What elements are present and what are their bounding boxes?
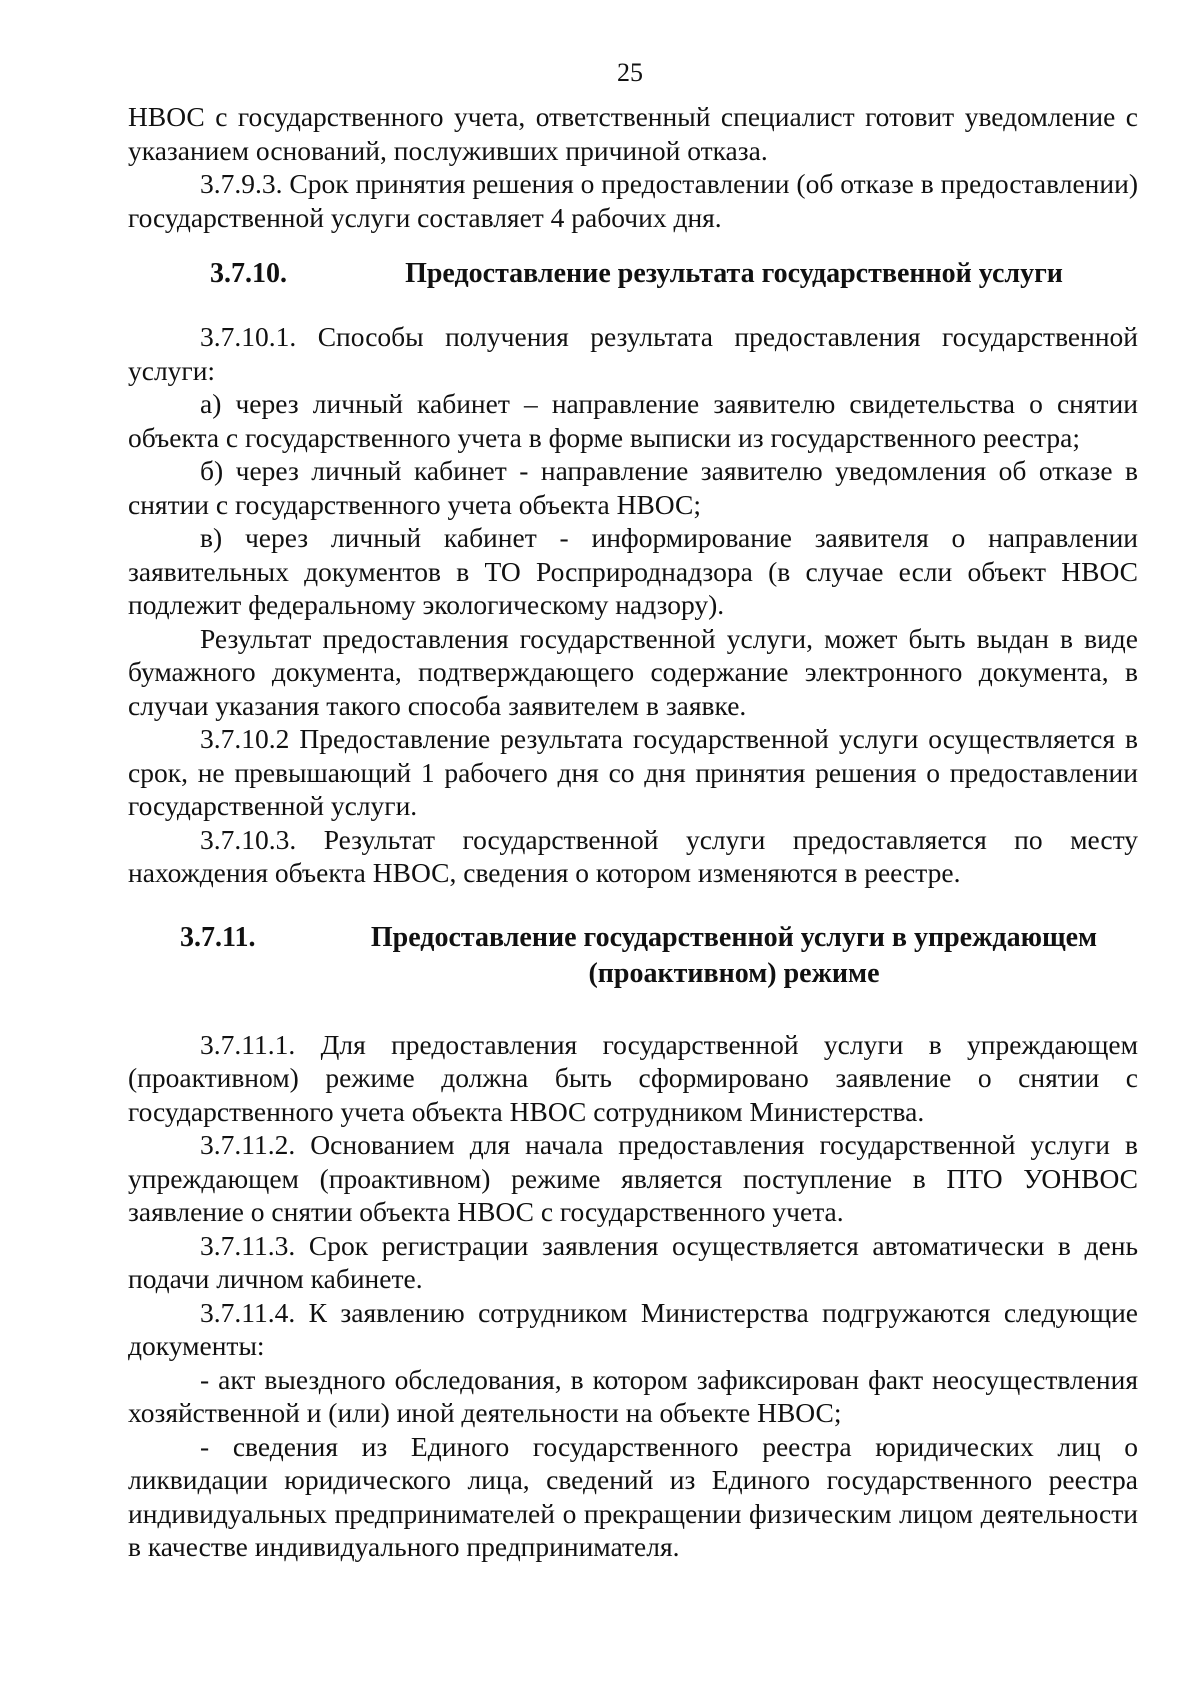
section-number: 3.7.11. [180,921,256,953]
paragraph: 3.7.10.1. Способы получения результата предоставления государственной услуги: [128,321,1138,386]
section-number: 3.7.10. [210,258,287,289]
list-item: а) через личный кабинет – направление заявителю свидетельства о снятии объекта с государственного учета в форме выписки из государственного реестра; [128,388,1138,453]
paragraph: Результат предоставления государственной услуги, может быть выдан в виде бумажного документа, подтверждающего содержание электронного документа, в случаи указания такого способа заявителем в заявке. [128,622,1138,721]
list-item: в) через личный кабинет - информирование заявителя о направлении заявительных документов в ТО Росприроднадзора (в случае если объект НВОС подлежит федеральному экологическому надзору). [128,522,1138,620]
list-item: - сведения из Единого государственного реестра юридических лиц о ликвидации юридического лица, сведений из Единого государственного реестра индивидуальных предпринимателей о прекращении физическим лицом деятельности в качестве индивидуального предпринимателя. [128,1430,1138,1562]
paragraph: 3.7.9.3. Срок принятия решения о предоставлении (об отказе в предоставлении) государственной услуги составляет 4 рабочих дня. [128,168,1138,233]
list-item: - акт выездного обследования, в котором зафиксирован факт неосуществления хозяйственной и (или) иной деятельности на объекте НВОС; [128,1363,1138,1428]
paragraph: 3.7.11.3. Срок регистрации заявления осуществляется автоматически в день подачи личном кабинете. [128,1229,1138,1294]
list-item: б) через личный кабинет - направление заявителю уведомления об отказе в снятии с государственного учета объекта НВОС; [128,455,1138,520]
section-title: Предоставление государственной услуги в упреждающем (проактивном) режиме [370,921,1098,989]
paragraph: 3.7.10.3. Результат государственной услуги предоставляется по месту нахождения объекта НВОС, сведения о котором изменяются в реестре. [128,823,1138,888]
paragraph: 3.7.11.4. К заявлению сотрудником Министерства подгружаются следующие документы: [128,1296,1138,1361]
page-number: 25 [617,58,643,87]
paragraph: 3.7.11.1. Для предоставления государственной услуги в упреждающем (проактивном) режиме должна быть сформировано заявление о снятии с государственного учета объекта НВОС сотрудником Министерства. [128,1028,1138,1127]
paragraph: НВОС с государственного учета, ответственный специалист готовит уведомление с указанием оснований, послуживших причиной отказа. [128,101,1138,166]
section-heading-3-7-11 [128,920,1138,992]
section-heading-3-7-10 [128,256,1138,292]
paragraph: 3.7.11.2. Основанием для начала предоставления государственной услуги в упреждающем (проактивном) режиме является поступление в ПТО УОНВОС заявление о снятии объекта НВОС с государственного учета. [128,1129,1138,1227]
paragraph: 3.7.10.2 Предоставление результата государственной услуги осуществляется в срок, не превышающий 1 рабочего дня со дня принятия решения о предоставлении государственной услуги. [128,723,1138,821]
section-title: Предоставление результата государственной услуги [405,258,1063,289]
document-body [128,100,1138,1564]
